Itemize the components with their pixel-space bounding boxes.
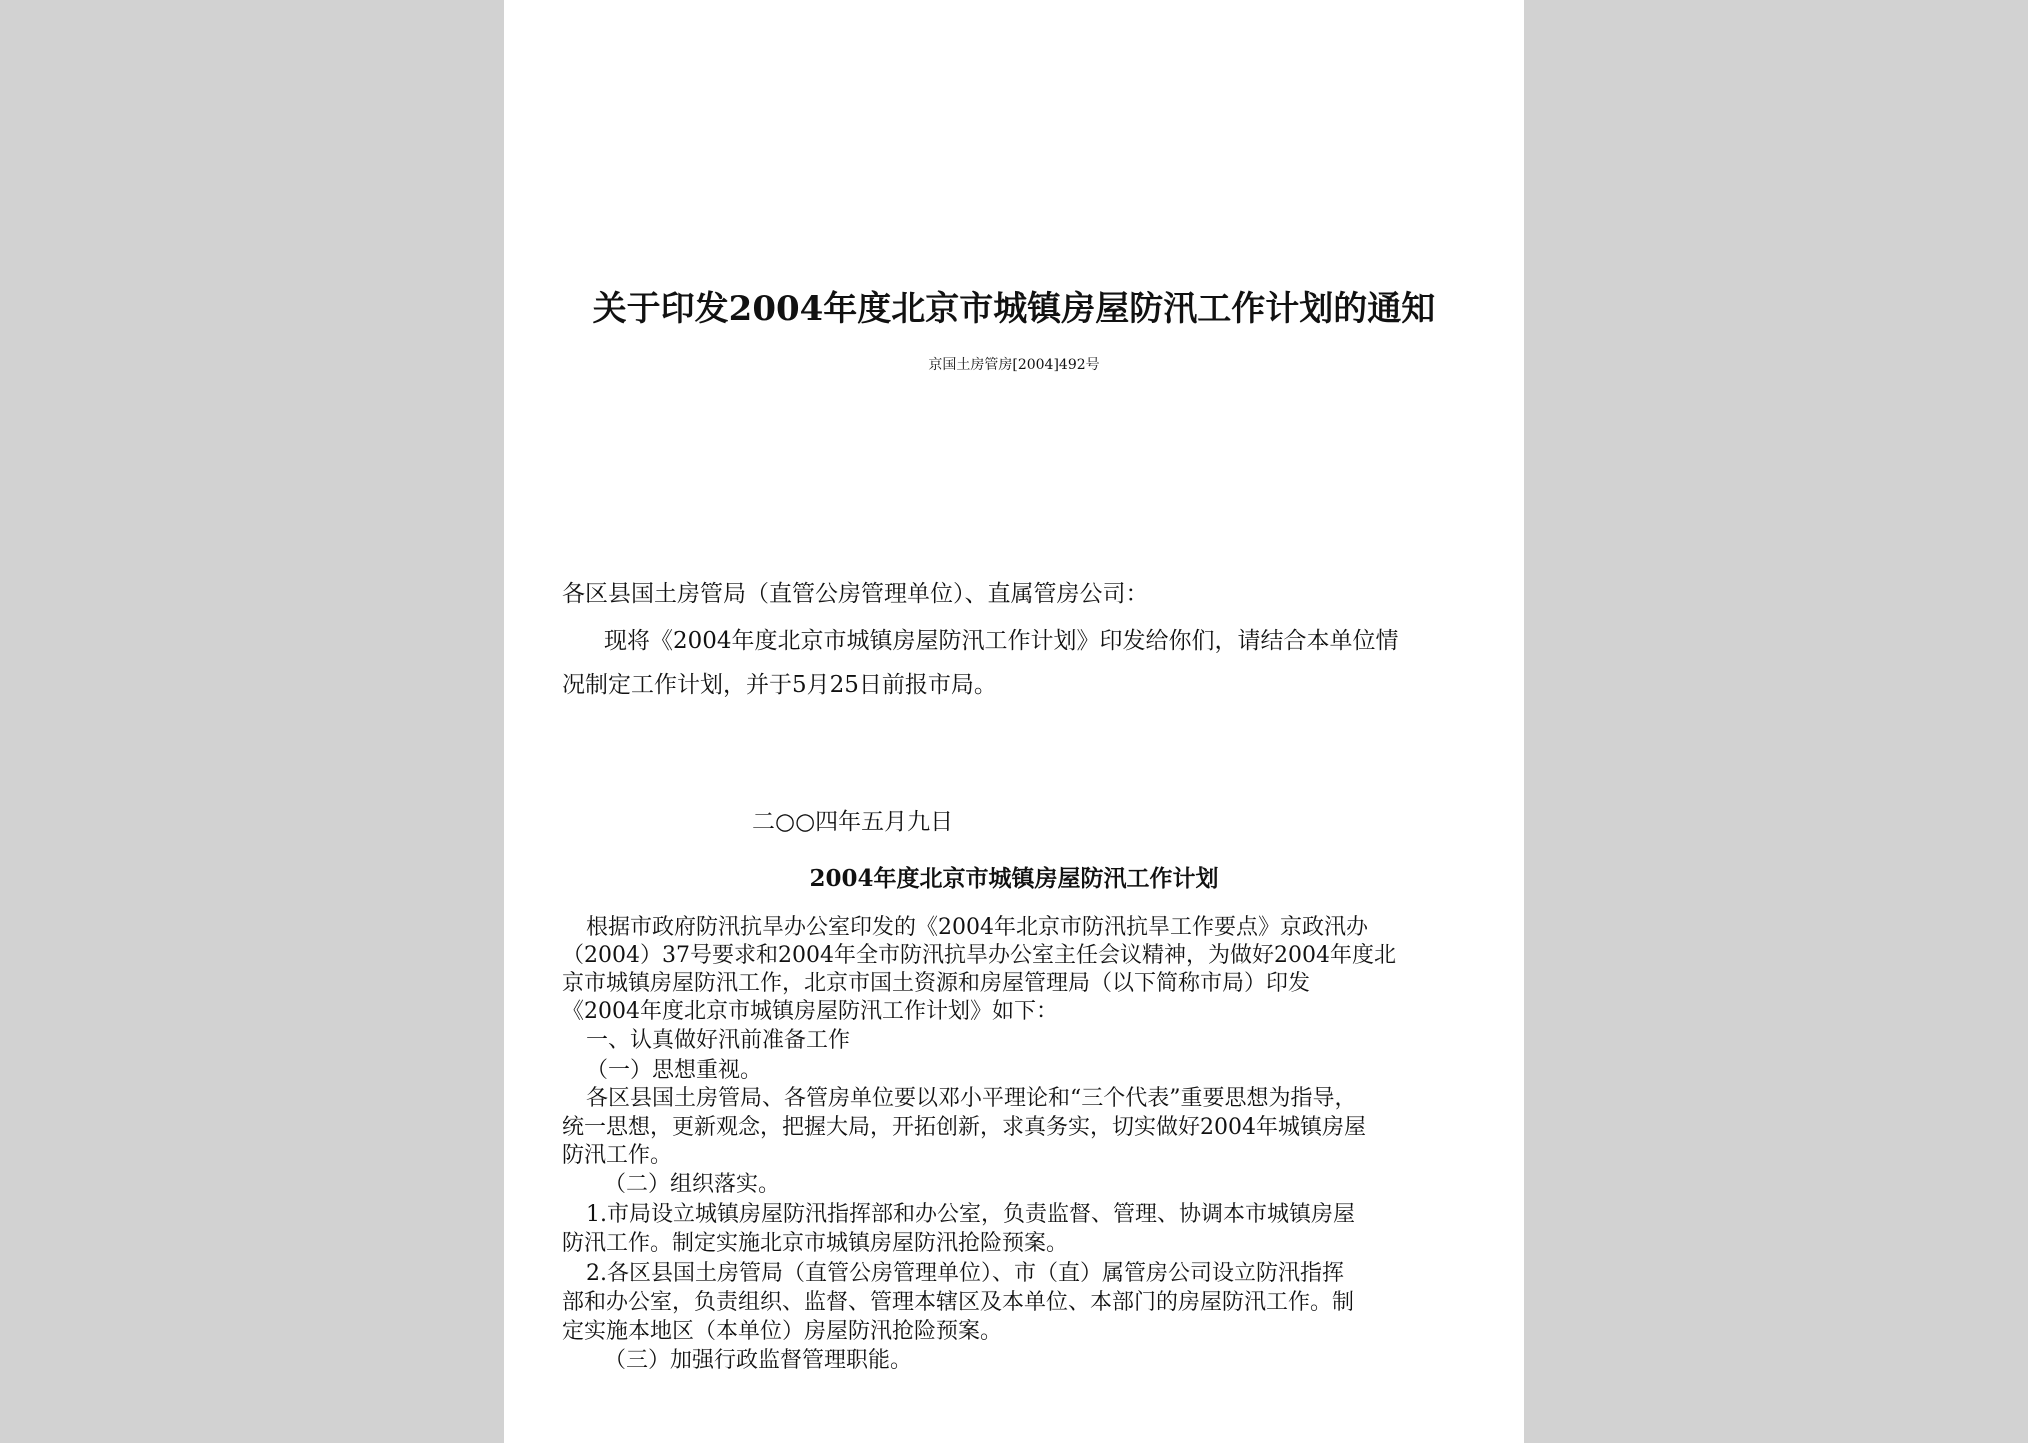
plan-line: （2004）37号要求和2004年全市防汛抗旱办公室主任会议精神，为做好2004年度北 — [562, 943, 1396, 968]
plan-line: 京市城镇房屋防汛工作，北京市国土资源和房屋管理局（以下简称市局）印发 — [562, 971, 1311, 996]
plan-line: 各区县国土房管局、各管房单位要以邓小平理论和“三个代表”重要思想为指导， — [586, 1086, 1357, 1111]
document-page — [504, 0, 1524, 1443]
plan-line: 定实施本地区（本单位）房屋防汛抢险预案。 — [562, 1319, 1003, 1344]
plan-line: 《2004年度北京市城镇房屋防汛工作计划》如下： — [562, 999, 1058, 1024]
addressee: 各区县国土房管局（直管公房管理单位）、直属管房公司： — [562, 581, 1149, 607]
plan-line: 1.市局设立城镇房屋防汛指挥部和办公室，负责监督、管理、协调本市城镇房屋 — [586, 1202, 1355, 1227]
subsection-heading: （二）组织落实。 — [604, 1172, 781, 1197]
plan-line: 统一思想，更新观念，把握大局，开拓创新，求真务实，切实做好2004年城镇房屋 — [562, 1115, 1366, 1140]
document-number: 京国土房管房[2004]492号 — [928, 357, 1100, 373]
notice-title: 关于印发2004年度北京市城镇房屋防汛工作计划的通知 — [592, 289, 1436, 329]
plan-line: 防汛工作。 — [562, 1143, 673, 1168]
notice-body-line: 况制定工作计划，并于5月25日前报市局。 — [562, 672, 997, 698]
plan-title: 2004年度北京市城镇房屋防汛工作计划 — [809, 865, 1219, 892]
plan-line: 防汛工作。制定实施北京市城镇房屋防汛抢险预案。 — [562, 1231, 1069, 1256]
notice-body-line: 现将《2004年度北京市城镇房屋防汛工作计划》印发给你们，请结合本单位情 — [604, 628, 1399, 654]
plan-line: 2.各区县国土房管局（直管公房管理单位）、市（直）属管房公司设立防汛指挥 — [586, 1261, 1344, 1286]
subsection-heading: （一）思想重视。 — [586, 1058, 763, 1083]
notice-date: 二○○四年五月九日 — [752, 809, 954, 835]
plan-line: 根据市政府防汛抗旱办公室印发的《2004年北京市防汛抗旱工作要点》京政汛办 — [586, 915, 1368, 940]
subsection-heading: （三）加强行政监督管理职能。 — [604, 1348, 913, 1373]
plan-line: 部和办公室，负责组织、监督、管理本辖区及本单位、本部门的房屋防汛工作。制 — [562, 1290, 1355, 1315]
section-heading: 一、认真做好汛前准备工作 — [586, 1028, 851, 1053]
